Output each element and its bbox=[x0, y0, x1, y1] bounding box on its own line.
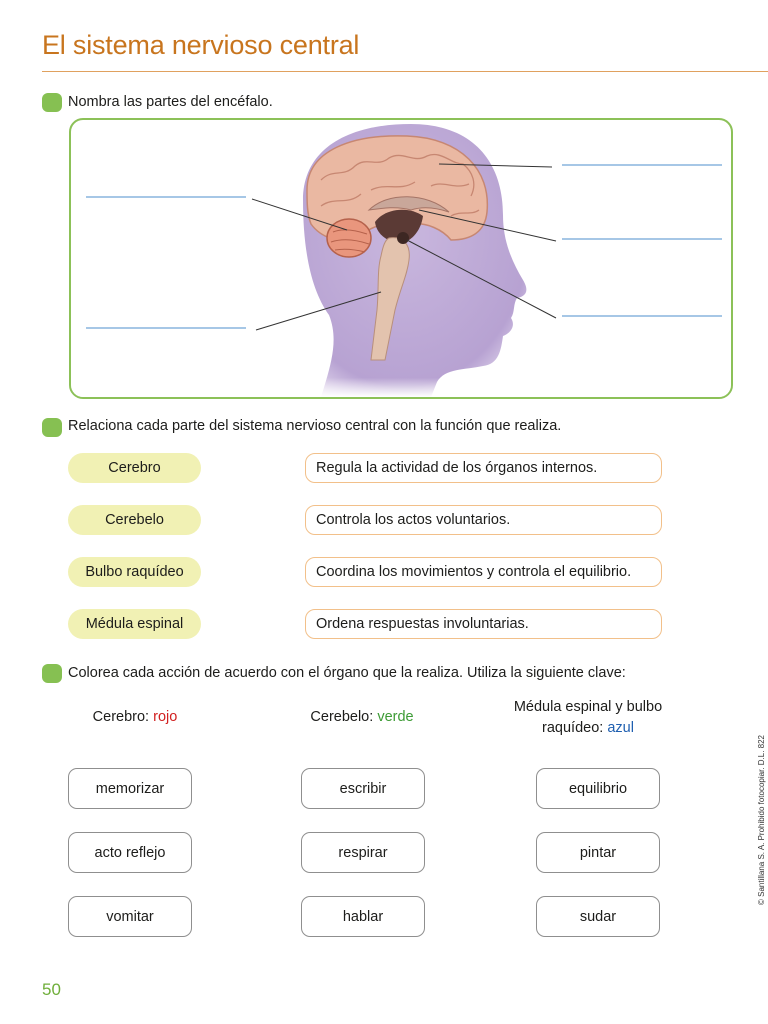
page-title: El sistema nervioso central bbox=[42, 30, 360, 60]
action-memorizar[interactable]: memorizar bbox=[68, 768, 192, 809]
key-color-blue: azul bbox=[607, 720, 634, 736]
page-number: 50 bbox=[42, 980, 61, 999]
question-bullet-3 bbox=[42, 664, 62, 683]
brain-diagram-frame bbox=[69, 118, 733, 399]
question-bullet-2 bbox=[42, 418, 62, 437]
function-box-1[interactable]: Regula la actividad de los órganos internos. bbox=[305, 453, 662, 483]
key-cerebelo-label: Cerebelo: bbox=[310, 709, 374, 725]
brain-illustration bbox=[71, 120, 731, 397]
title-divider bbox=[42, 71, 768, 72]
function-box-3[interactable]: Coordina los movimientos y controla el equilibrio. bbox=[305, 557, 662, 587]
question-bullet-1 bbox=[42, 93, 62, 112]
action-vomitar[interactable]: vomitar bbox=[68, 896, 192, 937]
action-equilibrio[interactable]: equilibrio bbox=[536, 768, 660, 809]
action-sudar[interactable]: sudar bbox=[536, 896, 660, 937]
action-escribir[interactable]: escribir bbox=[301, 768, 425, 809]
part-cerebelo[interactable]: Cerebelo bbox=[68, 505, 201, 535]
function-box-4[interactable]: Ordena respuestas involuntarias. bbox=[305, 609, 662, 639]
question-2-text: Relaciona cada parte del sistema nervioso central con la función que realiza. bbox=[68, 418, 562, 434]
question-3-text: Colorea cada acción de acuerdo con el órgano que la realiza. Utiliza la siguiente clave: bbox=[68, 665, 626, 681]
action-respirar[interactable]: respirar bbox=[301, 832, 425, 873]
action-pintar[interactable]: pintar bbox=[536, 832, 660, 873]
cerebellum bbox=[327, 219, 371, 257]
part-medula-espinal[interactable]: Médula espinal bbox=[68, 609, 201, 639]
key-cerebro bbox=[60, 707, 210, 728]
question-1-text: Nombra las partes del encéfalo. bbox=[68, 94, 273, 110]
part-bulbo-raquideo[interactable]: Bulbo raquídeo bbox=[68, 557, 201, 587]
action-acto-reflejo[interactable]: acto reflejo bbox=[68, 832, 192, 873]
key-medula-bulbo bbox=[494, 697, 682, 739]
key-cerebro-label: Cerebro: bbox=[92, 709, 150, 725]
function-box-2[interactable]: Controla los actos voluntarios. bbox=[305, 505, 662, 535]
key-cerebelo bbox=[282, 707, 442, 728]
key-medula-label-line1: Médula espinal y bulbo bbox=[513, 699, 663, 715]
key-color-green: verde bbox=[377, 709, 414, 725]
key-color-red: rojo bbox=[153, 709, 178, 725]
action-hablar[interactable]: hablar bbox=[301, 896, 425, 937]
key-medula-label-line2: raquídeo: bbox=[542, 720, 604, 736]
copyright-notice: © Santillana S. A. Prohibido fotocopiar. D.L. 822 bbox=[757, 735, 766, 905]
part-cerebro[interactable]: Cerebro bbox=[68, 453, 201, 483]
